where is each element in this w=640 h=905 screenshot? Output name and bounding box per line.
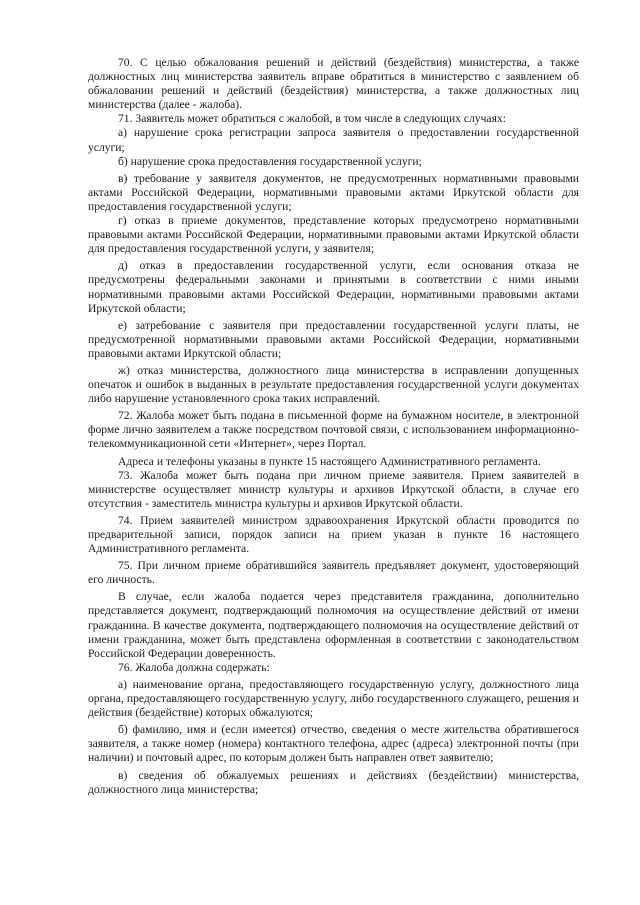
paragraph-71-a: а) нарушение срока регистрации запроса заявителя о предоставлении государственной услуги; [88, 126, 579, 154]
paragraph-71-d: д) отказ в предоставлении государственной услуги, если основания отказа не предусмотрены федеральными законами и принятыми в соответствии с ними иными нормативными правовыми актами Российской Федерации, нормативными правовыми актами Иркутской области; [88, 259, 579, 315]
paragraph-71: 71. Заявитель может обратиться с жалобой, в том числе в следующих случаях: [118, 112, 506, 126]
paragraph-72: 72. Жалоба может быть подана в письменной форме на бумажном носителе, в электронной форме лично заявителем а также посредством почтовой связи, с использованием информационно-телекоммуникационной сети «Интернет», через Портал. [88, 409, 579, 451]
paragraph-71-e: е) затребование с заявителя при предоставлении государственной услуги платы, не предусмотренной нормативными правовыми актами Российской Федерации, нормативными правовыми актами Иркутской области; [88, 318, 579, 360]
paragraph-76-v: в) сведения об обжалуемых решениях и действиях (бездействии) министерства, должностного лица министерства; [88, 768, 579, 796]
document-body [88, 56, 579, 797]
paragraph-72-addresses: Адреса и телефоны указаны в пункте 15 настоящего Административного регламента. [118, 454, 541, 468]
paragraph-71-zh: ж) отказ министерства, должностного лица министерства в исправлении допущенных опечаток и ошибок в выданных в результате предоставления государственной услуги документах либо нарушение установленного срока таких исправлений. [88, 363, 579, 406]
paragraph-71-b: б) нарушение срока предоставления государственной услуги; [118, 154, 422, 168]
paragraph-74: 74. Прием заявителей министром здравоохранения Иркутской области проводится по предварительной записи, порядок записи на прием указан в пункте 16 настоящего Административного регламента. [88, 513, 579, 556]
paragraph-76: 76. Жалоба должна содержать: [118, 660, 270, 674]
paragraph-71-v: в) требование у заявителя документов, не предусмотренных нормативными правовыми актами Российской Федерации, нормативными правовыми актами Иркутской области для предоставления государственной услуги; [88, 171, 579, 213]
paragraph-75: 75. При личном приеме обратившийся заявитель предъявляет документ, удостоверяющий его личность. [88, 559, 579, 587]
paragraph-75-representative: В случае, если жалоба подается через представителя гражданина, дополнительно представляется документ, подтверждающий полномочия на осуществление действий от имени гражданина. В качестве документа, подтверждающего полномочия на осуществление действий от имени гражданина, может быть представлена оформленная в соответствии с законодательством Российской Федерации доверенность. [88, 590, 579, 660]
paragraph-73: 73. Жалоба может быть подана при личном приеме заявителя. Прием заявителей в министерстве осуществляет министр культуры и архивов Иркутской области, в случае его отсутствия - заместитель министра культуры и архивов Иркутской области. [88, 468, 579, 510]
paragraph-71-g: г) отказ в приеме документов, представление которых предусмотрено нормативными правовыми актами Российской Федерации, нормативными правовыми актами Иркутской области для предоставления государственной услуги, у заявителя; [88, 214, 579, 256]
paragraph-76-b: б) фамилию, имя и (если имеется) отчество, сведения о месте жительства обратившегося заявителя, а также номер (номера) контактного телефона, адрес (адреса) электронной почты (при наличии) и почтовый адрес, по которым должен быть направлен ответ заявителю; [88, 723, 579, 765]
paragraph-76-a: а) наименование органа, предоставляющего государственную услугу, должностного лица органа, предоставляющего государственную услугу, либо государственного служащего, решения и действия (бездействие) которых обжалуются; [88, 677, 579, 720]
paragraph-70: 70. С целью обжалования решений и действий (бездействия) министерства, а также должностных лиц министерства заявитель вправе обратиться в министерство с заявлением об обжаловании решений и действий (бездействия) министерства, а также должностных лиц министерства (далее - жалоба). [88, 56, 579, 112]
